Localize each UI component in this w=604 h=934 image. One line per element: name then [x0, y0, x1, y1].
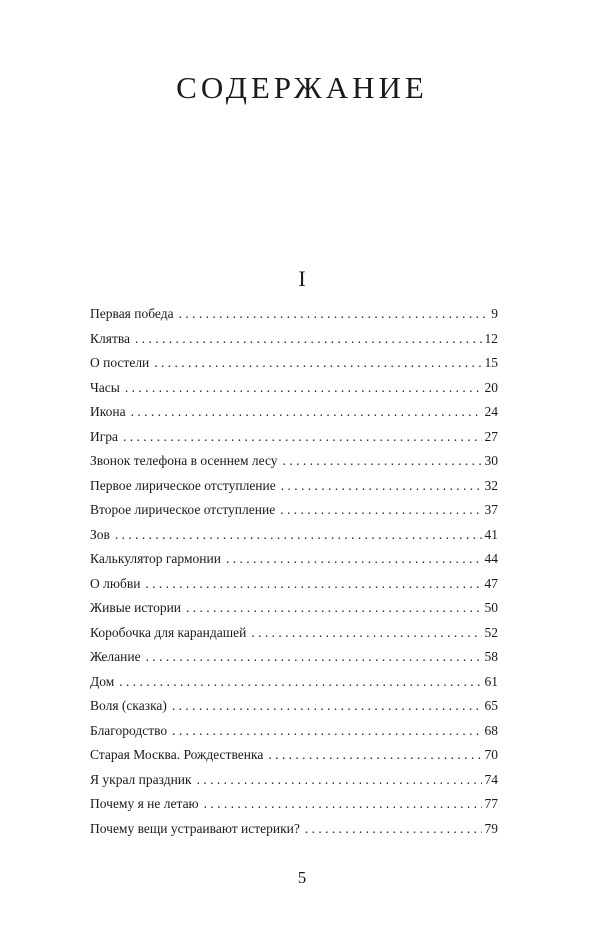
toc-entry-title: Воля (сказка) — [90, 698, 167, 713]
dot-leader — [145, 572, 481, 597]
toc-entry — [90, 817, 498, 842]
dot-leader — [197, 768, 482, 793]
toc-entry-title: О постели — [90, 355, 150, 370]
dot-leader — [119, 670, 481, 695]
toc-entry — [90, 400, 498, 425]
dot-leader — [226, 547, 482, 572]
toc-entry-page: 47 — [484, 575, 498, 591]
toc-entry — [90, 523, 498, 548]
dot-leader — [204, 792, 482, 817]
toc-entry — [90, 743, 498, 768]
toc-entry-page: 41 — [484, 526, 498, 542]
toc-entry-page: 30 — [484, 453, 498, 468]
toc-entry-page: 9 — [491, 306, 498, 321]
page-number: 5 — [297, 868, 307, 887]
toc-entry-page: 70 — [484, 747, 498, 762]
toc-entry-title: Почему вещи устраивают истерики? — [90, 820, 300, 836]
toc-entry-title: Старая Москва. Рождественка — [90, 747, 264, 762]
toc-entry-title: Первая победа — [90, 306, 174, 321]
toc-entry — [90, 792, 498, 817]
toc-entry-page: 44 — [484, 551, 498, 566]
toc-entry-title: Икона — [90, 404, 126, 419]
toc-entry — [90, 351, 498, 376]
toc-entry-title: Второе лирическое отступление — [90, 502, 276, 517]
section-heading: I — [298, 266, 306, 291]
toc-entry-page: 74 — [484, 771, 498, 787]
toc-entry-title: Клятва — [90, 330, 131, 346]
toc-entry — [90, 498, 498, 523]
toc-entry — [90, 572, 498, 597]
toc-entry-page: 32 — [484, 477, 498, 493]
dot-leader — [305, 817, 482, 842]
toc-entry — [90, 327, 498, 352]
toc-entry-title: Зов — [90, 526, 110, 542]
page-title: СОДЕРЖАНИЕ — [176, 70, 428, 105]
toc-entry — [90, 547, 498, 572]
dot-leader — [281, 474, 482, 499]
toc-entry-title: Почему я не летаю — [90, 796, 199, 811]
toc-entry-page: 58 — [484, 649, 498, 664]
table-of-contents — [90, 302, 498, 841]
toc-entry — [90, 645, 498, 670]
toc-entry-title: Благородство — [90, 722, 168, 738]
toc-entry-page: 24 — [484, 404, 498, 419]
dot-leader — [283, 449, 482, 474]
toc-entry-page: 20 — [484, 379, 498, 395]
dot-leader — [146, 645, 482, 670]
toc-entry-page: 68 — [484, 722, 498, 738]
dot-leader — [131, 400, 482, 425]
toc-entry-title: Дом — [90, 673, 115, 689]
dot-leader — [123, 425, 481, 450]
toc-entry-title: Живые истории — [90, 600, 182, 615]
toc-entry — [90, 425, 498, 450]
dot-leader — [125, 376, 482, 401]
dot-leader — [115, 523, 482, 548]
toc-entry-page: 15 — [484, 355, 498, 370]
toc-entry — [90, 449, 498, 474]
dot-leader — [268, 743, 481, 768]
dot-leader — [179, 302, 489, 327]
toc-entry — [90, 768, 498, 793]
toc-entry-page: 52 — [484, 624, 498, 640]
toc-entry — [90, 621, 498, 646]
toc-entry-title: Желание — [90, 649, 141, 664]
toc-entry-title: Игра — [90, 428, 119, 444]
toc-entry-page: 65 — [484, 698, 498, 713]
toc-entry-title: О любви — [90, 575, 141, 591]
dot-leader — [172, 719, 481, 744]
dot-leader — [135, 327, 481, 352]
dot-leader — [154, 351, 481, 376]
toc-entry-page: 37 — [484, 502, 498, 517]
toc-entry-title: Я украл праздник — [90, 771, 192, 787]
toc-entry-page: 61 — [484, 673, 498, 689]
toc-entry-page: 27 — [484, 428, 498, 444]
toc-entry-page: 50 — [484, 600, 498, 615]
dot-leader — [172, 694, 482, 719]
toc-entry-title: Звонок телефона в осеннем лесу — [90, 453, 278, 468]
toc-entry-page: 77 — [484, 796, 498, 811]
dot-leader — [280, 498, 481, 523]
toc-entry-title: Коробочка для карандашей — [90, 624, 247, 640]
toc-entry-title: Калькулятор гармонии — [90, 551, 221, 566]
dot-leader — [186, 596, 481, 621]
toc-entry-title: Первое лирическое отступление — [90, 477, 276, 493]
toc-entry-title: Часы — [90, 379, 120, 395]
toc-entry — [90, 376, 498, 401]
toc-entry-page: 12 — [484, 330, 498, 346]
toc-entry — [90, 596, 498, 621]
toc-entry — [90, 670, 498, 695]
toc-entry — [90, 474, 498, 499]
toc-entry — [90, 719, 498, 744]
dot-leader — [251, 621, 481, 646]
toc-entry — [90, 694, 498, 719]
toc-entry — [90, 302, 498, 327]
toc-entry-page: 79 — [484, 820, 498, 836]
